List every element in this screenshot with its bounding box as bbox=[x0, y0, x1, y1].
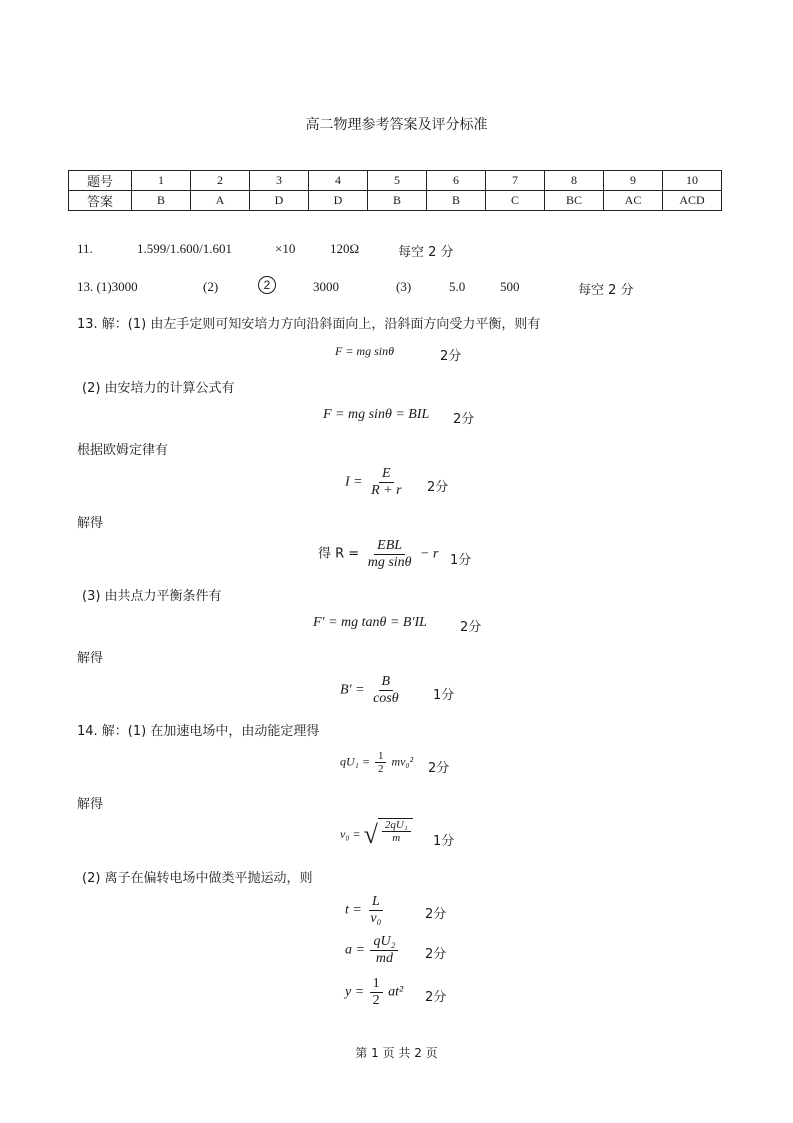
page-title: 高二物理参考答案及评分标准 bbox=[305, 117, 488, 133]
table-cell: 4 bbox=[309, 171, 368, 191]
fraction-numerator: 1 bbox=[370, 976, 383, 993]
q12-part-2-label: (2) bbox=[203, 279, 219, 294]
q13-solve-2: 解得 bbox=[77, 651, 104, 666]
equation-tail: at² bbox=[388, 984, 404, 1000]
table-cell: B bbox=[427, 191, 486, 211]
q14-equation-5-score: 2分 bbox=[425, 990, 447, 1005]
equation-tail: − r bbox=[420, 546, 439, 562]
fraction-denominator: 2 bbox=[372, 993, 380, 1008]
fraction-denominator: v₀ bbox=[370, 911, 382, 926]
q13-part-3: 根据欧姆定律有 bbox=[77, 443, 169, 458]
q13-equation-1-score: 2分 bbox=[440, 349, 462, 364]
q12-part-1: 13. (1)3000 bbox=[77, 279, 138, 294]
table-row bbox=[69, 171, 722, 191]
equation-lhs: y = bbox=[345, 984, 365, 1000]
q14-equation-3 bbox=[345, 894, 386, 927]
equation-lhs: a = bbox=[345, 942, 365, 958]
fraction-denominator: R + r bbox=[371, 483, 402, 498]
equation-lhs: qU₁ = bbox=[340, 754, 370, 769]
q14-intro: 14. 解：(1) 在加速电场中，由动能定理得 bbox=[77, 724, 320, 739]
q12-score: 每空 2 分 bbox=[578, 283, 634, 298]
fraction-denominator: cosθ bbox=[373, 691, 399, 706]
table-cell: 6 bbox=[427, 171, 486, 191]
fraction-denominator: md bbox=[375, 951, 393, 966]
fraction-numerator: E bbox=[379, 466, 394, 483]
fraction-numerator: 2qU₁ bbox=[382, 819, 411, 832]
table-cell: AC bbox=[604, 191, 663, 211]
q11-value-2: ×10 bbox=[275, 241, 296, 256]
fraction-denominator: m bbox=[392, 832, 401, 844]
fraction-denominator: mg sinθ bbox=[367, 555, 412, 570]
q13-equation-3-score: 2分 bbox=[427, 480, 449, 495]
q14-solve: 解得 bbox=[77, 797, 104, 812]
q11-score: 每空 2 分 bbox=[398, 245, 454, 260]
fraction-numerator: B bbox=[379, 674, 394, 691]
table-cell: B bbox=[132, 191, 191, 211]
fraction-numerator: qU₂ bbox=[370, 934, 398, 951]
answer-table bbox=[68, 170, 722, 211]
q13-intro: 13. 解：(1) 由左手定则可知安培力方向沿斜面向上，沿斜面方向受力平衡，则有 bbox=[77, 317, 541, 332]
q12-part-3-label: (3) bbox=[396, 279, 412, 294]
equation-lhs: v₀ = bbox=[340, 826, 361, 841]
q13-equation-6 bbox=[340, 674, 404, 707]
fraction-denominator: 2 bbox=[377, 763, 384, 775]
q13-equation-3 bbox=[345, 466, 407, 499]
q13-part-4: (3) 由共点力平衡条件有 bbox=[82, 589, 222, 604]
q14-equation-5 bbox=[345, 976, 403, 1009]
q13-equation-2-score: 2分 bbox=[453, 412, 475, 427]
table-cell: 8 bbox=[545, 171, 604, 191]
table-cell: 1 bbox=[132, 171, 191, 191]
equation-lhs: t = bbox=[345, 902, 362, 918]
table-cell: 5 bbox=[368, 171, 427, 191]
q13-equation-4-score: 1分 bbox=[450, 553, 472, 568]
equation-tail: mv₀² bbox=[391, 754, 414, 769]
table-cell: 10 bbox=[663, 171, 722, 191]
table-cell: 9 bbox=[604, 171, 663, 191]
q13-equation-2: F = mg sinθ = BIL bbox=[323, 407, 430, 422]
table-cell: ACD bbox=[663, 191, 722, 211]
q14-equation-3-score: 2分 bbox=[425, 907, 447, 922]
q12-value-3: 5.0 bbox=[449, 279, 466, 294]
q12-value-2: 3000 bbox=[313, 279, 339, 294]
q13-equation-1: F = mg sinθ bbox=[335, 344, 394, 358]
q14-equation-4-score: 2分 bbox=[425, 947, 447, 962]
table-cell: 3 bbox=[250, 171, 309, 191]
q14-equation-1-score: 2分 bbox=[428, 761, 450, 776]
q14-part-2: (2) 离子在偏转电场中做类平抛运动，则 bbox=[82, 871, 313, 886]
q14-equation-4 bbox=[345, 934, 400, 967]
q12-value-4: 500 bbox=[500, 279, 520, 294]
table-cell: C bbox=[486, 191, 545, 211]
circled-number-icon: 2 bbox=[258, 276, 276, 294]
fraction-numerator: 1 bbox=[375, 750, 387, 763]
q11-number: 11. bbox=[77, 241, 93, 256]
fraction-numerator: L bbox=[369, 894, 383, 911]
table-cell: 7 bbox=[486, 171, 545, 191]
q13-part-2: (2) 由安培力的计算公式有 bbox=[82, 381, 235, 396]
fraction-numerator: EBL bbox=[374, 538, 405, 555]
q14-equation-1 bbox=[340, 750, 413, 775]
equation-lhs: 得 R = bbox=[318, 546, 360, 562]
equation-lhs: I = bbox=[345, 474, 363, 490]
q13-equation-6-score: 1分 bbox=[433, 688, 455, 703]
equation-lhs: B′ = bbox=[340, 682, 365, 698]
q13-equation-4 bbox=[318, 538, 438, 571]
table-cell: BC bbox=[545, 191, 604, 211]
table-row bbox=[69, 191, 722, 211]
q11-value-1: 1.599/1.600/1.601 bbox=[137, 241, 232, 256]
q14-equation-2-score: 1分 bbox=[433, 834, 455, 849]
table-row-label: 答案 bbox=[69, 191, 132, 211]
table-row-label: 题号 bbox=[69, 171, 132, 191]
table-cell: D bbox=[250, 191, 309, 211]
table-cell: 2 bbox=[191, 171, 250, 191]
table-cell: D bbox=[309, 191, 368, 211]
square-root-icon: √ bbox=[363, 820, 378, 849]
page-footer: 第 1 页 共 2 页 bbox=[355, 1046, 438, 1060]
q13-equation-5: F′ = mg tanθ = B′IL bbox=[313, 615, 427, 630]
table-cell: A bbox=[191, 191, 250, 211]
q13-equation-5-score: 2分 bbox=[460, 620, 482, 635]
q13-solve-1: 解得 bbox=[77, 516, 104, 531]
table-cell: B bbox=[368, 191, 427, 211]
q11-value-3: 120Ω bbox=[330, 241, 360, 256]
q14-equation-2 bbox=[340, 818, 413, 852]
